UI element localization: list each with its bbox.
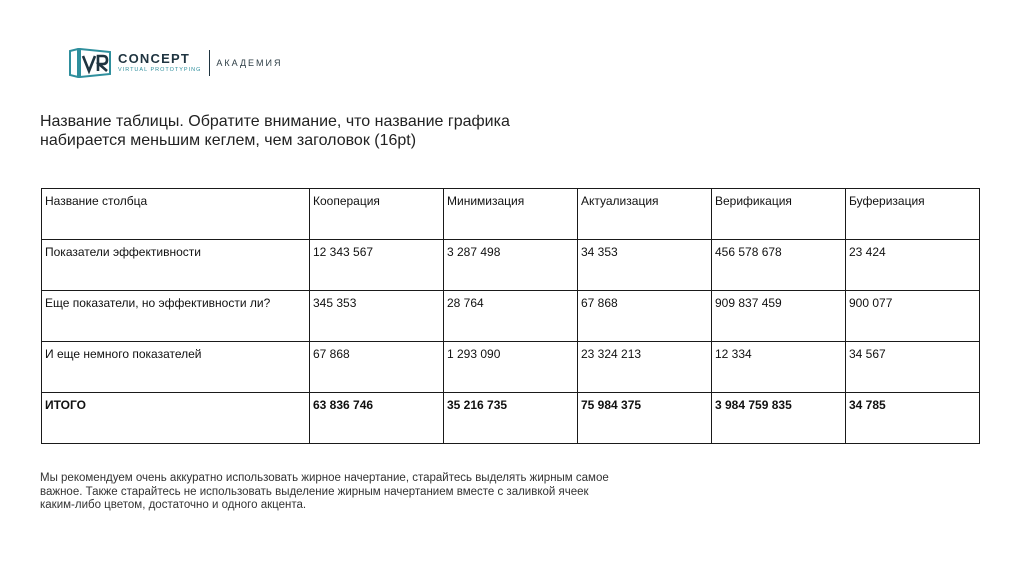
table-cell: 67 868 — [578, 291, 712, 342]
table-cell: 909 837 459 — [712, 291, 846, 342]
total-label-cell: ИТОГО — [42, 393, 310, 444]
logo-tagline: VIRTUAL PROTOTYPING — [118, 67, 202, 73]
table-title-line: набирается меньшим кеглем, чем заголовок (16pt) — [40, 132, 417, 149]
table-cell: 12 343 567 — [310, 240, 444, 291]
header-cell: Минимизация — [444, 189, 578, 240]
table-title — [40, 112, 600, 150]
footnote-line: Мы рекомендуем очень аккуратно использовать жирное начертание, старайтесь выделять жирным самое — [40, 472, 609, 484]
logo-brand: CONCEPT — [118, 51, 190, 66]
table-cell: 3 287 498 — [444, 240, 578, 291]
footnote-line: важное. Также старайтесь не использовать выделение жирным начертанием вместе с заливкой ячеек — [40, 485, 589, 498]
table-cell: 23 424 — [846, 240, 980, 291]
logo — [68, 47, 283, 79]
table-cell: 28 764 — [444, 291, 578, 342]
table-cell: 67 868 — [310, 342, 444, 393]
row-label-cell: И еще немного показателей — [42, 342, 310, 393]
table-row — [42, 240, 980, 291]
header-cell: Кооперация — [310, 189, 444, 240]
row-label-cell: Еще показатели, но эффективности ли? — [42, 291, 310, 342]
table-cell: 34 353 — [578, 240, 712, 291]
data-table — [41, 188, 980, 444]
logo-divider — [209, 50, 210, 76]
table-row — [42, 291, 980, 342]
table-cell: 900 077 — [846, 291, 980, 342]
table-row — [42, 342, 980, 393]
total-cell: 63 836 746 — [310, 393, 444, 444]
footnote-line: каким-либо цветом, достаточно и одного акцента. — [40, 499, 307, 511]
table-total-row — [42, 393, 980, 444]
total-cell: 3 984 759 835 — [712, 393, 846, 444]
table-cell: 1 293 090 — [444, 342, 578, 393]
total-cell: 75 984 375 — [578, 393, 712, 444]
header-cell: Буферизация — [846, 189, 980, 240]
table-cell: 12 334 — [712, 342, 846, 393]
header-cell: Название столбца — [42, 189, 310, 240]
total-cell: 35 216 735 — [444, 393, 578, 444]
header-cell: Верификация — [712, 189, 846, 240]
table-title-line: Название таблицы. Обратите внимание, что название графика — [40, 113, 510, 130]
vr-logo-icon — [68, 48, 112, 78]
table-header-row — [42, 189, 980, 240]
table-cell: 23 324 213 — [578, 342, 712, 393]
logo-section: АКАДЕМИЯ — [216, 58, 283, 68]
table-cell: 34 567 — [846, 342, 980, 393]
total-cell: 34 785 — [846, 393, 980, 444]
row-label-cell: Показатели эффективности — [42, 240, 310, 291]
footnote — [40, 472, 690, 513]
header-cell: Актуализация — [578, 189, 712, 240]
table-cell: 456 578 678 — [712, 240, 846, 291]
table-cell: 345 353 — [310, 291, 444, 342]
